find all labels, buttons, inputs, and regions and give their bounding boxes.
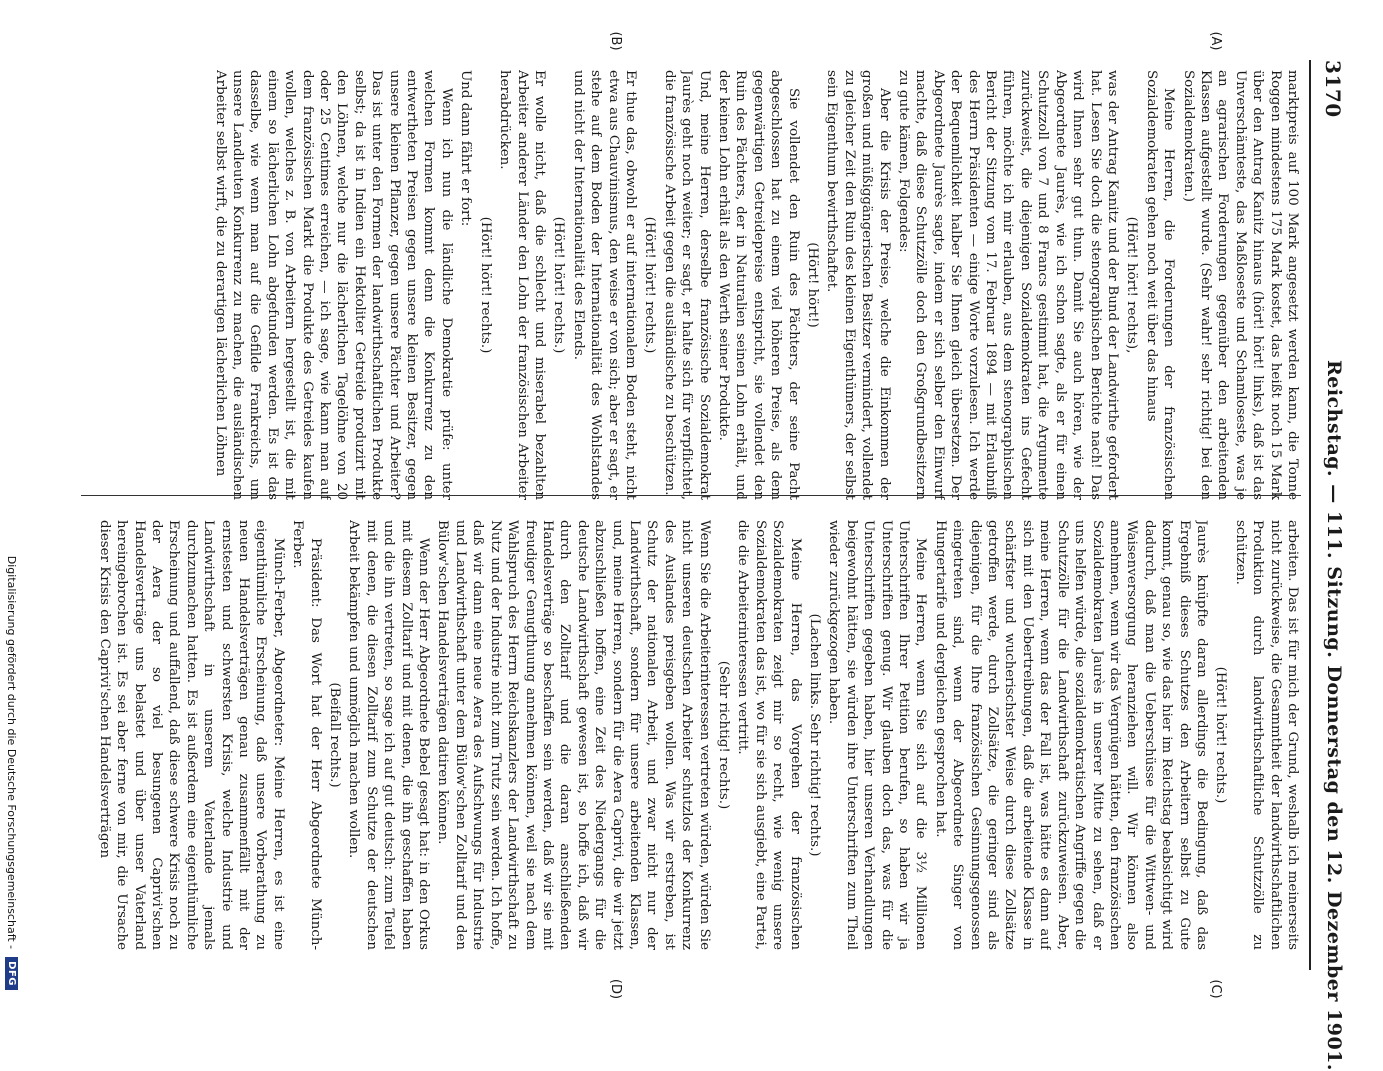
header-rule (1309, 60, 1311, 970)
dfg-logo: DFG (6, 957, 19, 990)
paragraph: Meine Herren, wenn Sie sich auf die 3½ Millionen Unterschriften Ihrer Petition berufen, so haben wir ja Unterschriften genug. Wir glauben doch das, was für die Unterschriften gegeben haben, hier unseren Verhandlungen beigewohnt hätten, sie würden ihre Unterschriften zum Theil wieder zurückgezogen haben. (826, 520, 929, 950)
paragraph: Wenn ich nun die ländliche Demokratie prüfe: unter welchen Formen kommt denn die Konkurrenz zu den entwertheten Preisen gegen unsere kleinen Besitzer, gegen unsere kleinen Pflanzer, gegen unsere Pächter und Arbeiter? Das ist unter den Formen der landwirthschaftlichen Produkte selbst; da ist in Indien ein Hektoliter Getreide produzirt mit den Löhnen, welche nur die lächerlichen Tagelöhne von 20 oder 25 Centimes erreichen, — ich sage, wie kann man auf dem französischen Markt die Produkte des Getreides kaufen wollen, welches z. B. von Arbeitern hergestellt ist, die mit einem so lächerlichen Lohn abgefunden werden. Es ist das dasselbe, wie wenn man auf die Gefilde Frankreichs, um unsere Landleuten Konkurrenz zu machen, die ausländischen Arbeiter selbst wirft, die zu derartigen lächerlichen Löhnen (212, 70, 454, 500)
paragraph: (Hört! hört! rechts.) (551, 216, 567, 354)
paragraph: (Hört! hört! rechts.) (1213, 666, 1229, 804)
paragraph: Meine Herren, die Forderungen der französischen Sozialdemokraten gehen noch weit über das hinaus (1143, 70, 1177, 500)
column-divider (81, 495, 1301, 496)
margin-marker-d: (D) (608, 978, 623, 1000)
paragraph: Sie vollendet den Ruin des Pächters, der seine Pacht abgeschlossen hat zu einem viel höheren Preise, als dem gegenwärtigen Getreidepreise entspricht, sie vollendet den Ruin des Pächters, der in Naturalien seinen Lohn erhält, und der keinen Lohn erhält als den Werth seiner Produkte. (716, 70, 801, 500)
paragraph: (Hört! hört! rechts), (1124, 216, 1140, 354)
margin-marker-c: (C) (1208, 979, 1223, 999)
paragraph: Münch-Ferber, Abgeordneter: Meine Herren, es ist eine eigenthümliche Erscheinung, daß unsere Vorberathung zu neuen Handelsverträgen genau zusammenfällt mit der ernstesten und schwersten Krisis, welche Industrie und Landwirthschaft in unserem Vaterlande jemals durchzumachen hatten. Es ist außerdem eine eigenthümliche Erscheinung und auffallend, daß diese schwere Krisis noch zu der Aera der so viel besungenen Caprivi'schen Handelsverträge uns belastet und über unser Vaterland hereingebrochen ist. Es sei aber ferne von mir, die Ursache dieser Krisis den Caprivi'schen Handelsverträgen (96, 520, 286, 950)
paragraph: Wenn Sie die Arbeiterinteressen vertreten würden, würden Sie nicht unseren deutschen Arbeiter schutzlos der Konkurrenz des Auslandes preisgeben wollen. Was wir erstreben, ist Schutz der nationalen Arbeit, und zwar nicht nur der Landwirthschaft, sondern für unsere arbeitenden Klassen, und, meine Herren, sondern für die Aera Caprivi, die wir jetzt abzuschließen hoffen, eine Zeit des Niedergangs für die deutsche Landwirthschaft gewesen ist, so hoffe ich, daß wir durch den Zolltarif und die daran anschließenden Handelsverträge so beschaffen sein werden, daß wir sie mit freudiger Genugthuung annehmen können, weil sie nach dem Wahlspruch des Herrn Reichskanzlers der Landwirthschaft zu Nutz und der Industrie nicht zum Trutz sein werden. Ich hoffe, daß wir dann eine neue Aera des Aufschwungs für Industrie und Landwirthschaft unter dem Bülow'schen Zolltarif und den Bülow'schen Handelsverträgen datiren können. (435, 520, 712, 950)
paragraph: marktpreis auf 100 Mark angesetzt werden kann, die Tonne Roggen mindestens 175 Mark kostet, das heißt noch 15 Mark über den Antrag Kanitz hinaus (hört! hört! links), daß ist das Unverschämteste, das Maßloseste und Schamloseste, was je an agrarischen Forderungen gegenüber den arbeitenden Klassen aufgestellt wurde. (Sehr wahr! sehr richtig! bei den Sozialdemokraten.) (1180, 70, 1300, 500)
paragraph: Wenn der Herr Abgeordnete Bebel gesagt hat: in den Orkus mit diesem Zolltarif und mit denen, die ihn geschaffen haben und die ihn vertreten, so sage ich auf gut deutsch: zum Teufel mit denen, die diesen Zolltarif zum Schutze der deutschen Arbeit bekämpfen und unmöglich machen wollen. (346, 520, 432, 950)
right-text-column (81, 520, 1301, 950)
credit-text: Digitalisierung gefördert durch die Deutsche Forschungsgemeinschaft - (5, 555, 19, 950)
left-text-column (81, 70, 1301, 500)
paragraph: (Hört! hört! rechts.) (642, 216, 658, 354)
paragraph: Präsident: Das Wort hat der Herr Abgeordnete Münch-Ferber. (290, 520, 323, 950)
margin-marker-b: (B) (608, 31, 623, 51)
digitization-credit (3, 0, 21, 1000)
paragraph: Jaurès knüpfte daran allerdings die Bedingung, daß das Ergebniß dieses Schutzes den Arbeitern selbst zu Gute kommt, genau so, wie das hier im Reichstag beabsichtigt wird dadurch, daß man die Ueberschüsse für die Wittwen- und Waisenversorgung heranziehen will. Wir können also annehmen, wenn wir das Vergnügen hätten, den französischen Sozialdemokraten Jaurès in unserer Mitte zu sehen, daß er uns helfen würde, die sozialdemokratischen Angriffe gegen die Schutzzölle für die Landwirthschaft zurückzuweisen. Aber, meine Herren, wenn das der Fall ist, was hätte es dann auf sich mit den Uebertreibungen, daß die arbeitende Klasse in schärfster und wucherischster Weise durch diese Zollsätze getroffen werde, durch Zollsätze, die geringer sind als diejenigen, für die Ihre französischen Gesinnungsgenossen eingetreten sind, wenn der Abgeordnete Singer von Hungertarife und dergleichen gesprochen hat. (932, 520, 1209, 950)
paragraph: (Sehr richtig! rechts.) (716, 660, 731, 810)
paragraph: Und, meine Herren, derselbe französische Sozialdemokrat Jaurès geht noch weiter; er sagt, er halte sich für verpflichtet, die französische Arbeit gegen die ausländische zu beschützen. (661, 70, 712, 500)
paragraph: Aber die Krisis der Preise, welche die Einkommen der großen und müßiggängerischen Besitzer vermindert, vollendet zu gleicher Zeit den Ruin des kleinen Eigenthümers, der selbst sein Eigenthum bewirthschaftet. (824, 70, 892, 500)
paragraph: arbeiten. Das ist für mich der Grund, weshalb ich meinerseits nicht zurückweise, die Gesammtheit der landwirthschaftlichen Produktion durch landwirthschaftliche Schutzzölle zu schützen. (1232, 520, 1300, 950)
paragraph: (Beifall rechts.) (327, 682, 343, 788)
paragraph: Und dann fährt er fort: (458, 70, 474, 227)
paragraph: Er wolle nicht, daß die schlecht und miserabel bezahlten Arbeiter anderer Länder den Lohn der französischen Arbeiter herabdrücken. (497, 70, 547, 500)
paragraph: (Hört! hört!) (805, 242, 821, 328)
paragraph: (Hört! hört! rechts.) (477, 216, 493, 354)
margin-marker-a: (A) (1208, 31, 1223, 51)
page-title: Reichstag. — 111. Sitzung. Donnerstag den 12. Dezember 1901. (1323, 360, 1345, 1071)
paragraph: was der Antrag Kanitz und der Bund der Landwirthe gefordert hat. Lesen Sie doch die stenographischen Berichte nach! Das wird Ihnen sehr gut thun. Damit Sie auch hören, wie der Abgeordnete Jaurès, wie ich schon sagte, als er für einen Schutzzoll von 7 und 8 Francs gestimmt hat, die Argumente zurückweist, die diejenigen Sozialdemokraten ins Gefecht führen, möchte ich mir erlauben, aus dem stenographischen Bericht der Sitzung vom 17. Februar 1894 — mit Erlaubniß des Herrn Präsidenten — einige Worte vorzulesen. Ich werde der Bequemlichkeit halber Sie Ihnen gleich übersetzen. Der Abgeordnete Jaurès sagte, indem er sich selber den Einwurf machte, daß diese Schutzzölle doch den Großgrundbesitzern zu gute kämen, Folgendes: (896, 70, 1120, 500)
paragraph: Er thue das, obwohl er auf internationalem Boden steht, nicht etwa aus Chauvinismus, den weise er von sich; aber er sagt, er stehe auf dem Boden der Internationalität des Wohlstandes und nicht der Internationalität des Elends. (570, 70, 638, 500)
page-header (1313, 60, 1353, 1071)
paragraph: Meine Herren, das Vorgehen der französischen Sozialdemokraten zeigt mir so recht, wie wenig unsere Sozialdemokraten das ist, wo für sie sich ausgiebt, eine Partei, die die Arbeiterinteressen vertritt. (735, 520, 803, 950)
page-number: 3170 (1321, 60, 1345, 118)
paragraph: (Lachen links. Sehr richtig! rechts.) (807, 613, 823, 857)
